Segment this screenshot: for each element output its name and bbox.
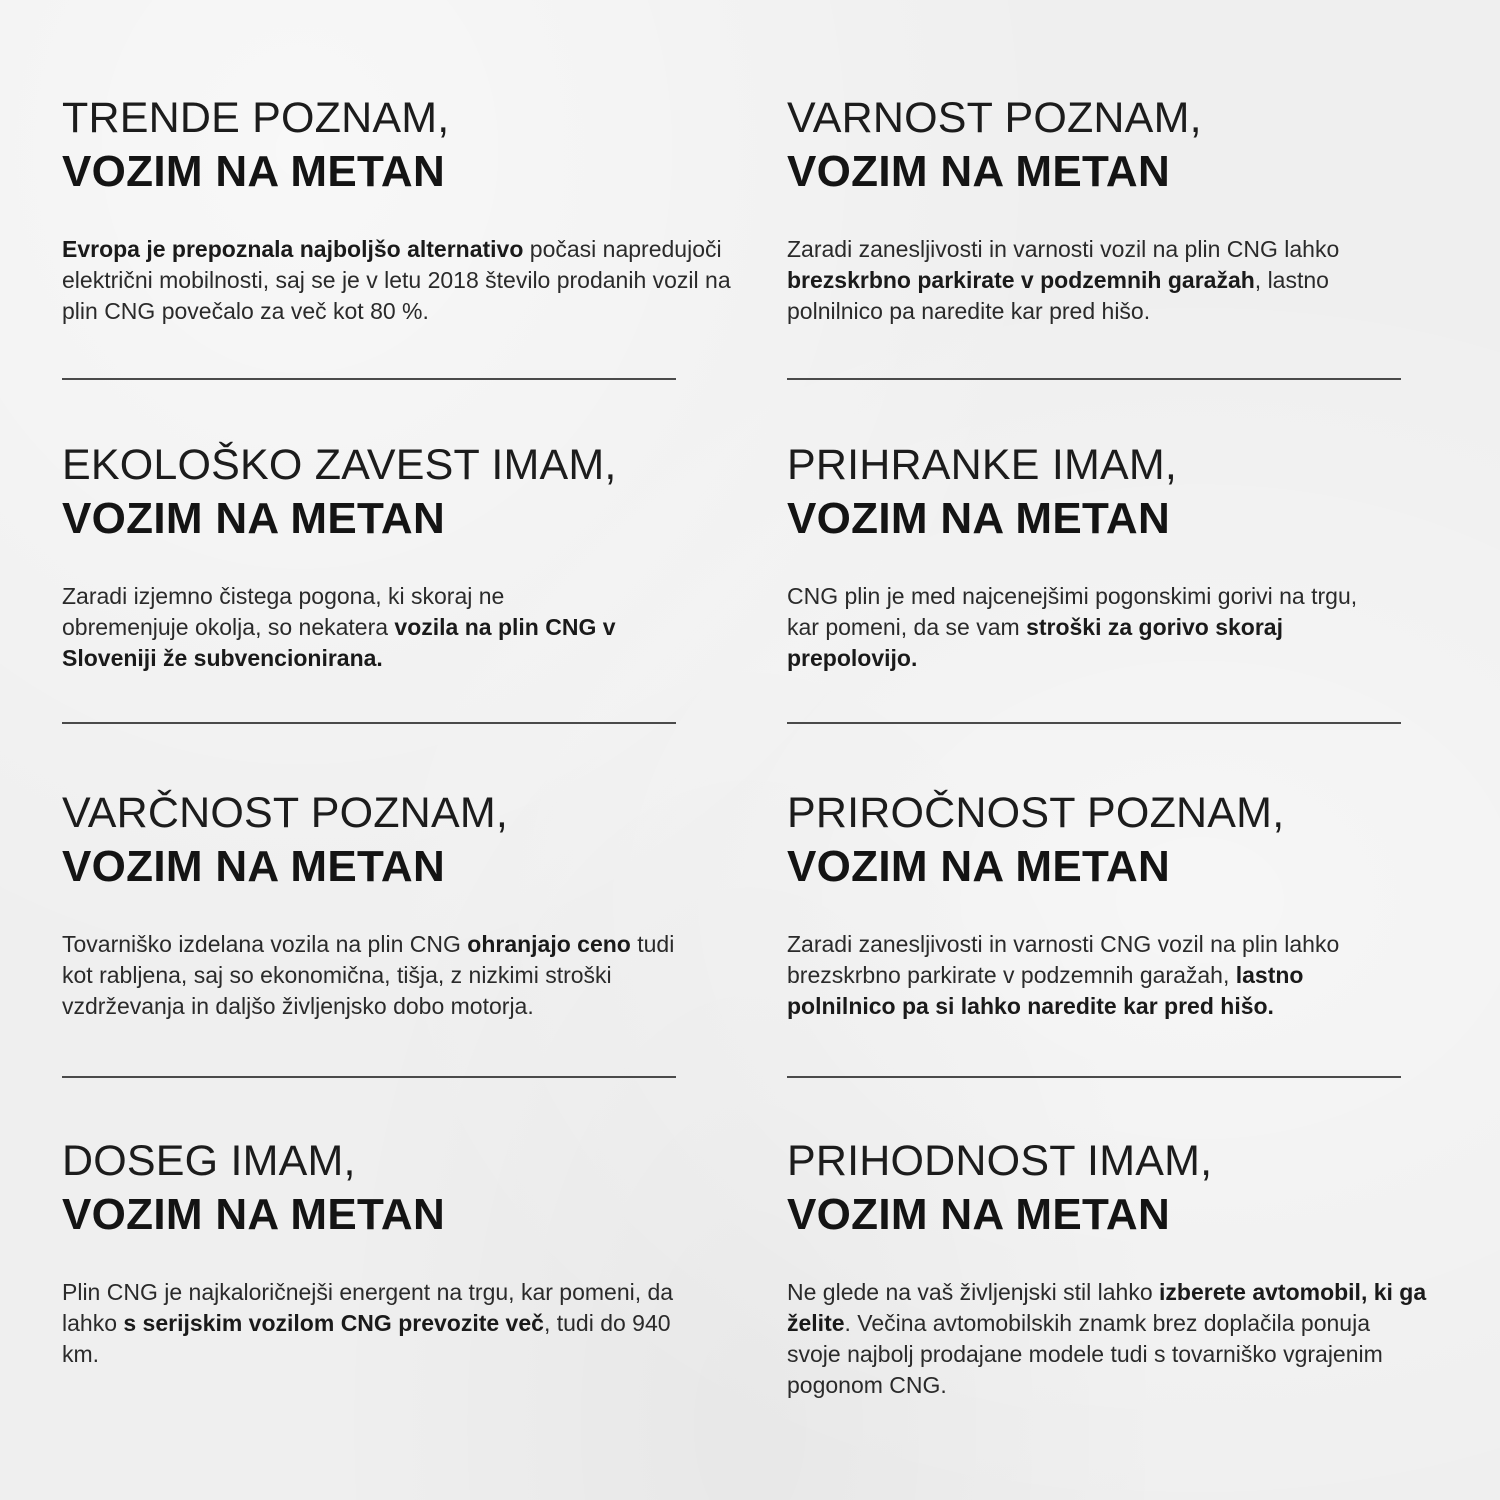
- body-emphasis: lastno polnilnico pa si lahko naredite kar pred hišo.: [787, 962, 1304, 1019]
- body-emphasis: izberete avtomobil, ki ga želite: [787, 1279, 1427, 1336]
- card-light-title: EKOLOŠKO ZAVEST IMAM,: [62, 441, 617, 489]
- card-prihodnost: [787, 1137, 1467, 1401]
- body-run: Zaradi zanesljivosti in varnosti vozil na plin CNG lahko: [787, 236, 1340, 262]
- divider: [787, 1076, 1401, 1078]
- body-emphasis: vozila na plin CNG v Sloveniji že subvencionirana.: [62, 614, 616, 671]
- card-varnost: [787, 94, 1467, 327]
- body-run: Zaradi zanesljivosti in varnosti CNG vozil na plin lahko brezskrbno parkirate v podzemnih garažah,: [787, 931, 1340, 988]
- body-run: počasi napredujoči električni mobilnosti, saj se je v letu 2018 število prodanih vozil na plin CNG povečalo za več kot 80 %.: [62, 236, 731, 324]
- card-bold-title: VOZIM NA METAN: [62, 1190, 446, 1239]
- card-light-title: PRIHODNOST IMAM,: [787, 1137, 1213, 1185]
- divider: [62, 1076, 676, 1078]
- card-body: [787, 234, 1397, 327]
- body-run: tudi kot rabljena, saj so ekonomična, tišja, z nizkimi stroški vzdrževanja in daljšo življenjsko dobo motorja.: [62, 931, 675, 1019]
- card-bold-title: VOZIM NA METAN: [787, 494, 1171, 543]
- card-bold-title: VOZIM NA METAN: [787, 842, 1171, 891]
- divider: [787, 378, 1401, 380]
- divider: [787, 722, 1401, 724]
- body-run: Tovarniško izdelana vozila na plin CNG: [62, 931, 468, 957]
- card-light-title: PRIHRANKE IMAM,: [787, 441, 1178, 489]
- card-body: [787, 1277, 1427, 1401]
- body-emphasis: stroški za gorivo skoraj prepolovijo.: [787, 614, 1283, 671]
- body-emphasis: ohranjajo ceno: [467, 931, 631, 957]
- divider: [62, 722, 676, 724]
- card-light-title: TRENDE POZNAM,: [62, 94, 450, 142]
- body-emphasis: Evropa je prepoznala najboljšo alternativo: [62, 236, 524, 262]
- divider: [62, 378, 676, 380]
- body-run: , lastno polnilnico pa naredite kar pred hišo.: [787, 267, 1329, 324]
- card-body: [787, 581, 1387, 674]
- card-body: [787, 929, 1399, 1022]
- body-run: . Večina avtomobilskih znamk brez doplačila ponuja svoje najbolj prodajane modele tudi s tovarniško vgrajenim pogonom CNG.: [787, 1310, 1383, 1398]
- card-bold-title: VOZIM NA METAN: [787, 1190, 1171, 1239]
- card-body: [62, 234, 734, 327]
- card-bold-title: VOZIM NA METAN: [62, 147, 446, 196]
- card-light-title: VARČNOST POZNAM,: [62, 789, 508, 837]
- body-emphasis: brezskrbno parkirate v podzemnih garažah: [787, 267, 1255, 293]
- body-run: , tudi do 940 km.: [62, 1310, 671, 1367]
- card-light-title: DOSEG IMAM,: [62, 1137, 356, 1185]
- card-body: [62, 581, 632, 674]
- body-run: Plin CNG je najkaloričnejši energent na trgu, kar pomeni, da lahko: [62, 1279, 674, 1336]
- card-bold-title: VOZIM NA METAN: [62, 494, 446, 543]
- body-emphasis: s serijskim vozilom CNG prevozite več: [123, 1310, 544, 1336]
- card-ekolosko: [62, 441, 742, 674]
- card-varcnost: [62, 789, 742, 1022]
- card-light-title: PRIROČNOST POZNAM,: [787, 789, 1285, 837]
- body-run: Zaradi izjemno čistega pogona, ki skoraj ne obremenjuje okolja, so nekatera: [62, 583, 505, 640]
- card-body: [62, 1277, 702, 1370]
- body-run: CNG plin je med najcenejšimi pogonskimi gorivi na trgu, kar pomeni, da se vam: [787, 583, 1358, 640]
- card-light-title: VARNOST POZNAM,: [787, 94, 1202, 142]
- card-doseg: [62, 1137, 742, 1370]
- card-prirocnost: [787, 789, 1467, 1022]
- body-run: Ne glede na vaš življenjski stil lahko: [787, 1279, 1160, 1305]
- card-body: [62, 929, 692, 1022]
- card-bold-title: VOZIM NA METAN: [62, 842, 446, 891]
- card-trende: [62, 94, 742, 327]
- card-prihranke: [787, 441, 1467, 674]
- card-bold-title: VOZIM NA METAN: [787, 147, 1171, 196]
